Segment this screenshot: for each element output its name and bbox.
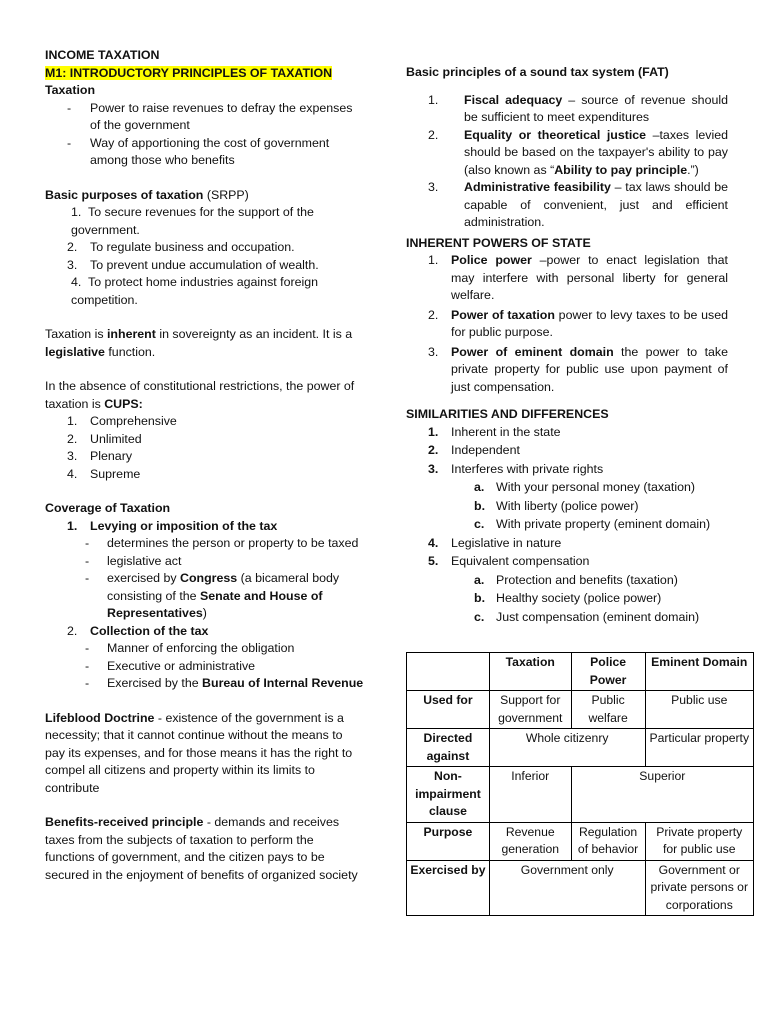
- list-item: 5. Equivalent compensation: [428, 554, 590, 568]
- list-item: c. With private property (eminent domain): [474, 517, 711, 531]
- table-cell: Particular property: [645, 729, 753, 767]
- list-item: 2. Unlimited: [67, 431, 142, 446]
- list-item: - Manner of enforcing the obligation: [45, 640, 365, 658]
- principles-heading: Basic principles of a sound tax system (FAT): [406, 65, 669, 79]
- table-cell: Public welfare: [571, 691, 645, 729]
- taxation-heading: Taxation: [45, 83, 96, 97]
- table-cell: Superior: [571, 767, 753, 823]
- collection-list: [45, 640, 365, 693]
- inherent-paragraph: Taxation is inherent in sovereignty as an incident. It is a legislative function.: [45, 327, 353, 359]
- list-item: 1. Comprehensive: [67, 414, 177, 428]
- table-row: [407, 729, 754, 767]
- list-item: c. Just compensation (eminent domain): [474, 609, 700, 624]
- list-item: 3. Power of eminent domain the power to take private property for public use upon payment of just compensation.: [428, 344, 728, 394]
- levy-heading: 1. Levying or imposition of the tax: [67, 518, 278, 533]
- table-cell: Inferior: [489, 767, 571, 823]
- list-item: 3. Administrative feasibility – tax laws should be capable of convenient, just and efficient administration.: [428, 180, 728, 229]
- table-row: [407, 653, 754, 691]
- table-row: [407, 691, 754, 729]
- taxation-list: [45, 100, 365, 170]
- purposes-heading: Basic purposes of taxation (SRPP): [45, 187, 249, 202]
- row-header: Exercised by: [407, 860, 490, 916]
- list-item: - exercised by Congress (a bicameral body consisting of the Senate and House of Representatives): [45, 570, 365, 623]
- module-heading: M1: INTRODUCTORY PRINCIPLES OF TAXATION: [45, 65, 333, 80]
- column-header: Eminent Domain: [645, 653, 753, 691]
- list-item: 4. To protect home industries against foreign competition.: [71, 275, 319, 307]
- benefits-paragraph: Benefits-received principle - demands and receives taxes from the subjects of taxation to perform the functions of government, and the citizen pays to be secured in the enjoyment of benefits of organized society: [45, 815, 358, 882]
- cups-paragraph: In the absence of constitutional restrictions, the power of taxation is CUPS:: [45, 379, 355, 411]
- levy-list: [45, 535, 365, 623]
- table-cell: Public use: [645, 691, 753, 729]
- table-cell: Government only: [489, 860, 645, 916]
- list-item: b. Healthy society (police power): [474, 591, 662, 605]
- list-item: - legislative act: [45, 553, 365, 571]
- lifeblood-paragraph: Lifeblood Doctrine - existence of the government is a necessity; that it cannot continue without the means to pay its expenses, and for those means it has the right to compel all citizens and property within its limits to contribute: [45, 710, 353, 795]
- list-item: 1. Police power –power to enact legislation that may interfere with personal liberty for general welfare.: [428, 253, 728, 302]
- table-cell: Regulation of behavior: [571, 822, 645, 860]
- list-item: 4. Legislative in nature: [428, 535, 562, 550]
- coverage-heading: Coverage of Taxation: [45, 501, 171, 515]
- table-cell: Private property for public use: [645, 822, 753, 860]
- list-item: - Way of apportioning the cost of government among those who benefits: [45, 135, 365, 170]
- list-item: a. Protection and benefits (taxation): [474, 572, 678, 587]
- table-cell: [407, 653, 490, 691]
- row-header: Purpose: [407, 822, 490, 860]
- list-item: - Executive or administrative: [45, 658, 365, 676]
- list-item: - Exercised by the Bureau of Internal Revenue: [45, 675, 365, 693]
- list-item: - determines the person or property to be taxed: [45, 535, 365, 553]
- similarities-heading: SIMILARITIES AND DIFFERENCES: [406, 407, 609, 421]
- right-column: [406, 64, 728, 626]
- list-item: 1. Fiscal adequacy – source of revenue should be sufficient to meet expenditures: [428, 92, 729, 124]
- powers-heading: INHERENT POWERS OF STATE: [406, 235, 591, 250]
- list-item: b. With liberty (police power): [474, 498, 639, 513]
- list-item: 4. Supreme: [67, 466, 141, 481]
- list-item: 3. Interferes with private rights: [428, 461, 604, 476]
- table-row: [407, 860, 754, 916]
- list-item: 1. To secure revenues for the support of the government.: [71, 205, 314, 237]
- table-cell: Revenue generation: [489, 822, 571, 860]
- list-item: - Power to raise revenues to defray the expenses of the government: [45, 100, 365, 135]
- table-cell: Whole citizenry: [489, 729, 645, 767]
- collection-heading: 2. Collection of the tax: [67, 623, 209, 638]
- list-item: 2. Power of taxation power to levy taxes to be used for public purpose.: [428, 307, 728, 339]
- list-item: 2. Independent: [428, 443, 520, 457]
- left-column: [45, 47, 365, 884]
- table-row: [407, 822, 754, 860]
- list-item: 3. Plenary: [67, 449, 133, 463]
- comparison-table: [406, 652, 754, 916]
- column-header: Police Power: [571, 653, 645, 691]
- table-cell: Support for government: [489, 691, 571, 729]
- list-item: 2. Equality or theoretical justice –taxes levied should be based on the taxpayer's ability to pay (also known as “Ability to pay principle.”): [428, 127, 729, 177]
- list-item: 3. To prevent undue accumulation of wealth.: [67, 257, 319, 272]
- table-cell: Government or private persons or corporations: [645, 860, 753, 916]
- doc-title: INCOME TAXATION: [45, 48, 160, 62]
- table-row: [407, 767, 754, 823]
- list-item: 1. Inherent in the state: [428, 424, 561, 439]
- row-header: Used for: [407, 691, 490, 729]
- row-header: Directed against: [407, 729, 490, 767]
- list-item: 2. To regulate business and occupation.: [67, 240, 295, 254]
- row-header: Non-impairment clause: [407, 767, 490, 823]
- list-item: a. With your personal money (taxation): [474, 480, 696, 494]
- column-header: Taxation: [489, 653, 571, 691]
